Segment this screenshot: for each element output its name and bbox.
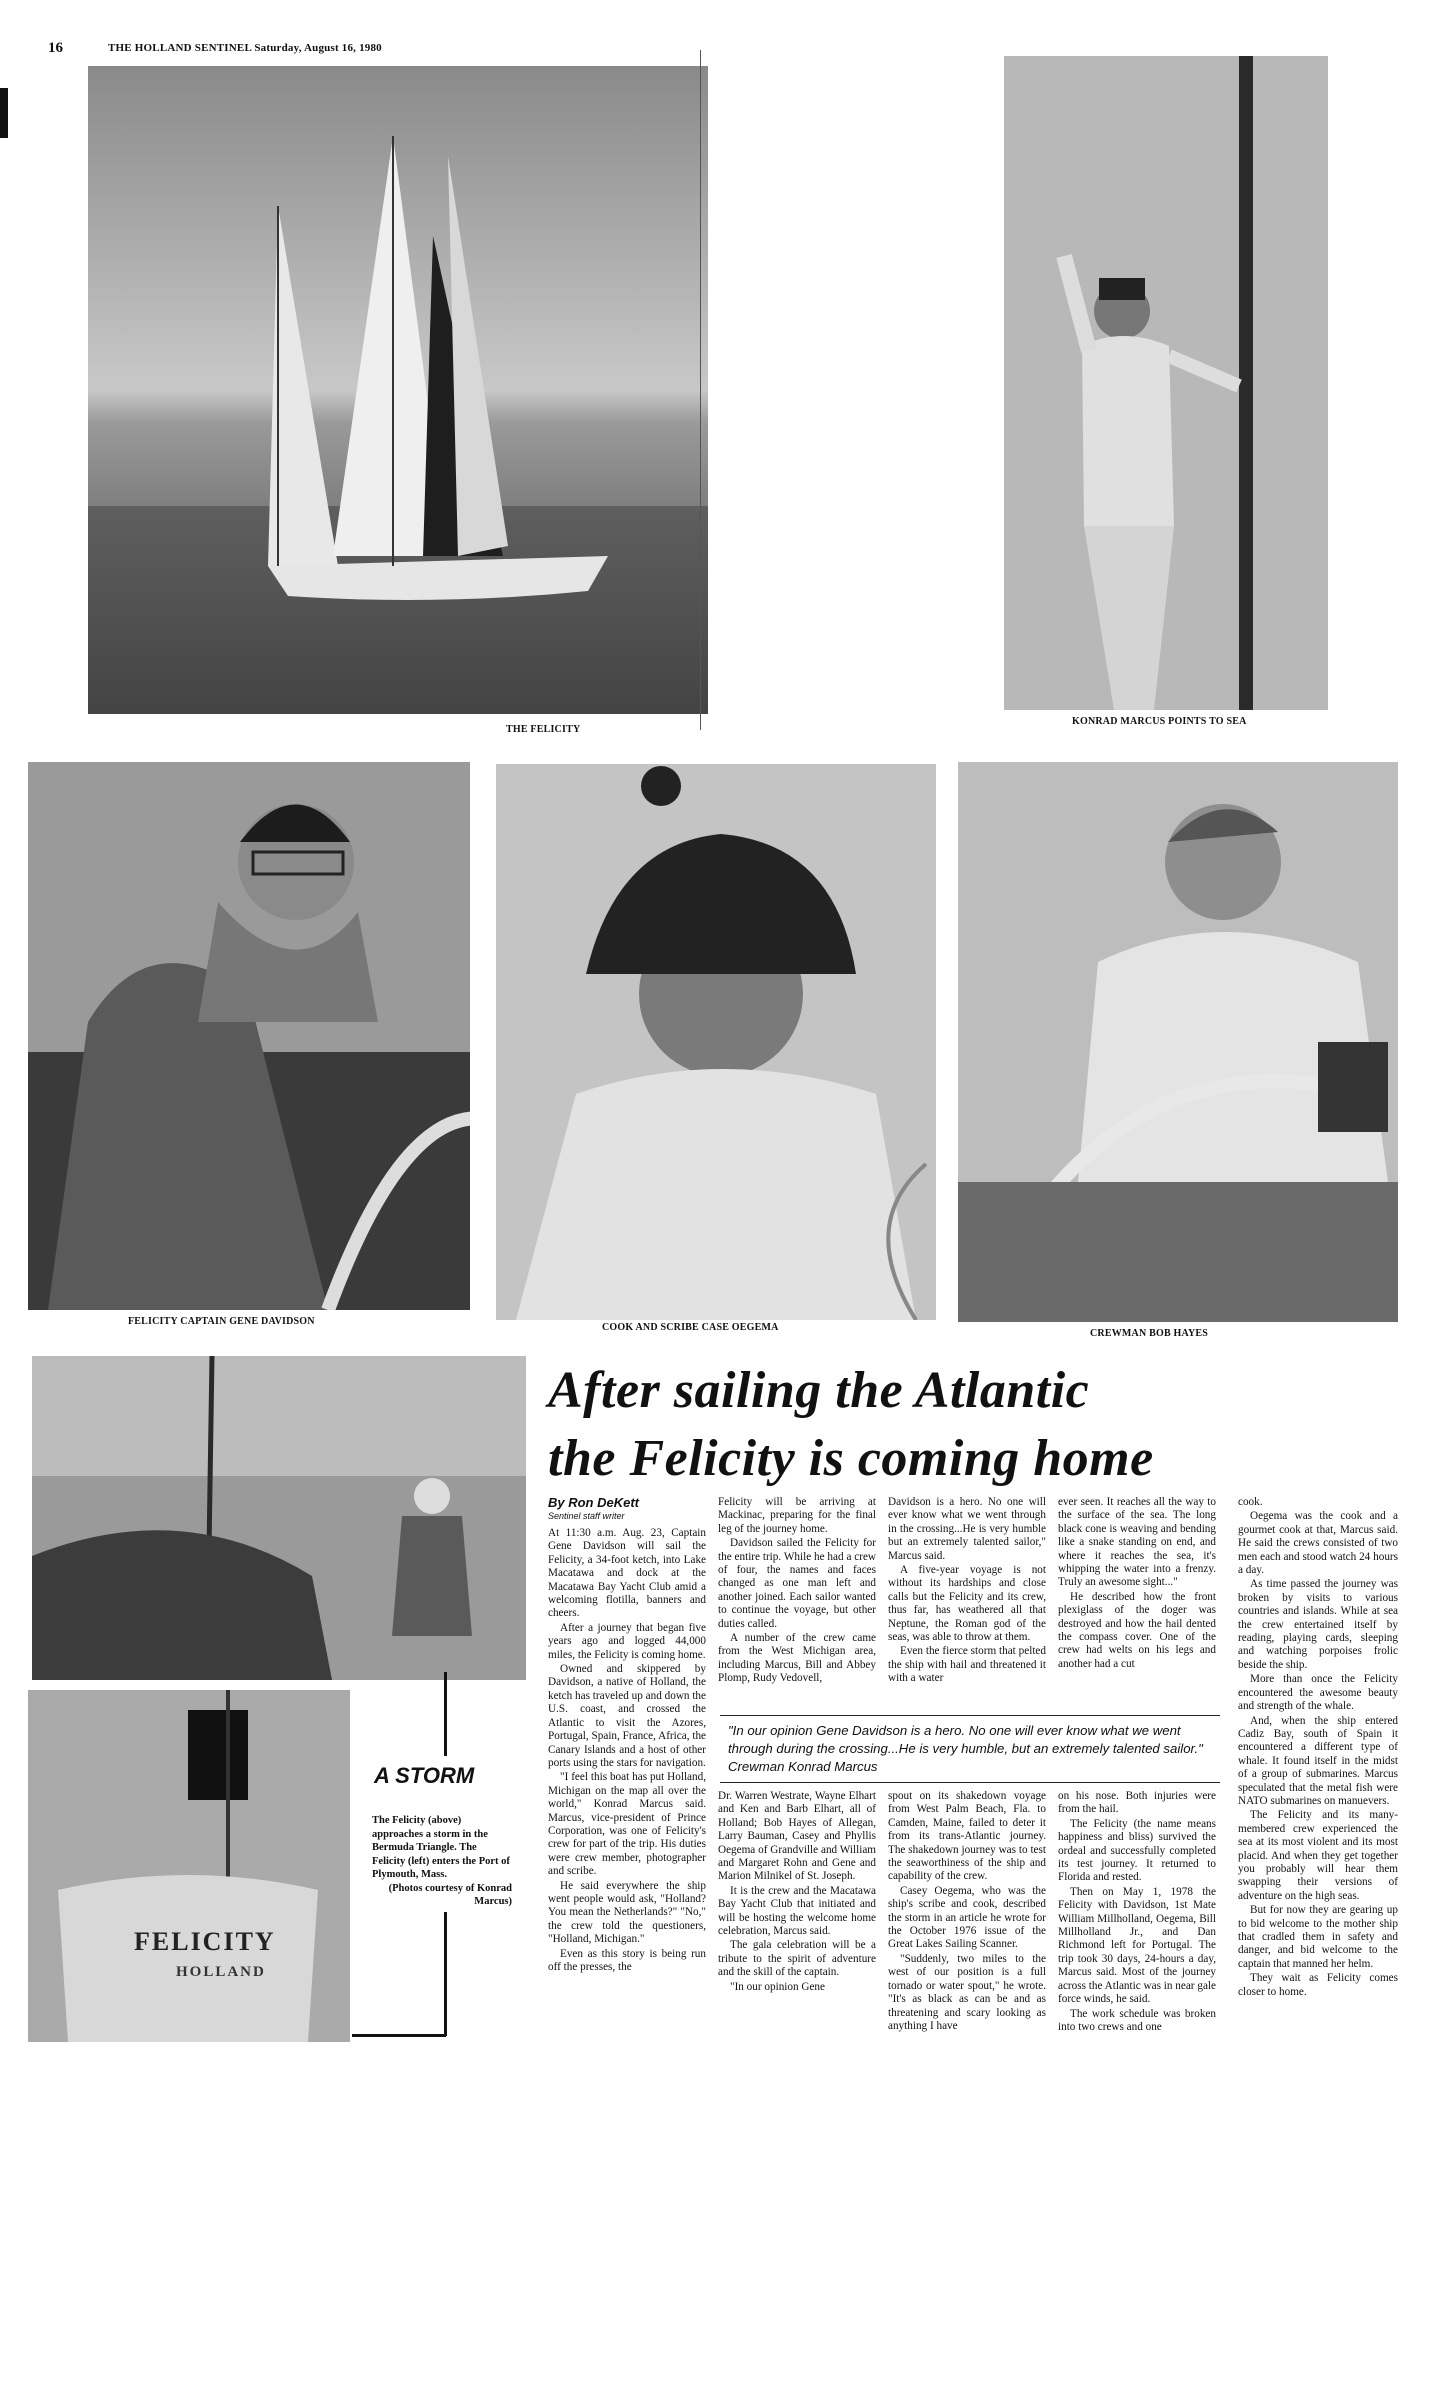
col1-paragraph: Owned and skippered by Davidson, a native of Holland, the ketch has traveled up and down the U.S. coast, and crossed the Atlantic to visit the Azores, Portugal, Spain, France, Africa, the Canary Islands and a host of other ports using the stars for navigation.	[548, 1663, 706, 1769]
caption-the-felicity: THE FELICITY	[506, 724, 581, 735]
storm-photo-credit: (Photos courtesy of Konrad Marcus)	[388, 1882, 512, 1907]
col1-paragraph: Even as this story is being run off the presses, the	[548, 1947, 706, 1973]
col1-paragraph: At 11:30 a.m. Aug. 23, Captain Gene Davidson will sail the Felicity, a 34-foot ketch, into Lake Macatawa and dock at the Macatawa Bay Yacht Club amid a welcoming flotilla, banners and cheers.	[548, 1527, 706, 1620]
col2-paragraph: It is the crew and the Macatawa Bay Yacht Club that initiated and will be hosting the welcome home celebration, Marcus said.	[718, 1884, 876, 1938]
photo-felicity-sailing	[88, 66, 708, 714]
pull-quote-rule-bottom	[720, 1782, 1220, 1783]
col3-paragraph: A five-year voyage is not without its hardships and close calls but the Felicity and its crew, thus far, has weathered all that Neptune, the Roman god of the seas, was able to throw at them.	[888, 1564, 1046, 1644]
caption-crewman: CREWMAN BOB HAYES	[1090, 1328, 1209, 1339]
col5-paragraph: They wait as Felicity comes closer to home.	[1238, 1972, 1398, 1998]
photo-crewman-hayes	[958, 762, 1398, 1322]
col1-paragraph: He said everywhere the ship went people would ask, "Holland? You mean the Netherlands?" "No," the crew told the questioners, "Holland, Michigan."	[548, 1879, 706, 1946]
headline-line-2: the Felicity is coming home	[548, 1430, 1154, 1487]
col4-paragraph: He described how the front plexiglass of the doger was destroyed and how the hail dented the compass cover. One of the crew had welts on his legs and another had a cut	[1058, 1590, 1216, 1670]
col3-paragraph: Davidson is a hero. No one will ever know what we went through in the crossing...He is very humble but an extremely talented sailor," Marcus said.	[888, 1496, 1046, 1562]
pull-quote: "In our opinion Gene Davidson is a hero. No one will ever know what we went through during the crossing...He is very humble, but an extremely talented sailor." Crewman Konrad Marcus	[728, 1723, 1203, 1774]
photo-felicity-stern	[28, 1690, 350, 2042]
page-number: 16	[48, 40, 63, 56]
fold-line	[700, 50, 701, 730]
storm-bracket-top	[444, 1672, 447, 1756]
storm-bracket-bottom	[444, 1912, 447, 2036]
col3-paragraph: Casey Oegema, who was the ship's scribe and cook, described the storm in an article he wrote for the October 1976 issue of the Great Lakes Sailing Scanner.	[888, 1884, 1046, 1951]
photo-konrad-marcus	[1004, 56, 1328, 710]
stern-name: FELICITY	[134, 1927, 276, 1956]
col4-paragraph: on his nose. Both injuries were from the hail.	[1058, 1790, 1216, 1816]
article-column-4-bottom	[1058, 1790, 1216, 2035]
article-column-1	[548, 1527, 706, 1975]
stern-port: HOLLAND	[176, 1964, 266, 1980]
pull-quote-rule-top	[720, 1715, 1220, 1716]
col5-paragraph: More than once the Felicity encountered the awesome beauty and strength of the whale.	[1238, 1673, 1398, 1713]
photo-storm-deck	[32, 1356, 526, 1680]
byline-title: Sentinel staff writer	[548, 1511, 625, 1521]
article-column-3-bottom	[888, 1790, 1046, 2034]
margin-bar	[0, 88, 8, 138]
col5-paragraph: cook.	[1238, 1496, 1263, 1508]
storm-caption	[372, 1814, 512, 1909]
col5-paragraph: But for now they are gearing up to bid welcome to the mother ship that cradled them in safety and danger, and bid welcome to the captain that manned her helm.	[1238, 1904, 1398, 1970]
col3-paragraph: Even the fierce storm that pelted the ship with hail and threatened it with a water	[888, 1645, 1046, 1685]
masthead: THE HOLLAND SENTINEL Saturday, August 16, 1980	[108, 42, 382, 54]
article-column-2-top	[718, 1496, 876, 1687]
col2-paragraph: Davidson sailed the Felicity for the entire trip. While he had a crew of four, the names and faces changed as one man left and another joined. Each sailor wanted to continue the voyage, but other duties called.	[718, 1537, 876, 1630]
col1-paragraph: "I feel this boat has put Holland, Michigan on the map all over the world," Konrad Marcus said. Marcus, vice-president of Prince Corporation, was one of Felicity's crew for part of the trip. His duties were crew member, photographer and scribe.	[548, 1771, 706, 1878]
col5-paragraph: And, when the ship entered Cadiz Bay, south of Spain it encountered a different type of whale. It found itself in the midst of a group of submarines. Marcus speculated that the metal fish were NATO submarines on manuevers.	[1238, 1714, 1398, 1807]
col1-paragraph: After a journey that began five years ago and logged 44,000 miles, the Felicity is coming home.	[548, 1621, 706, 1661]
col3-paragraph: "Suddenly, two miles to the west of our position is a full tornado or water spout," he wrote. "It's as black as can be and as threatening and scary looking as anything I have	[888, 1952, 1046, 2032]
col5-paragraph: The Felicity and its many-membered crew experienced the sea at its most violent and its most placid. And when they get together you probably will hear them swapping their versions of adventure on the high seas.	[1238, 1809, 1398, 1902]
storm-bracket-foot	[352, 2034, 446, 2037]
col2-paragraph: Dr. Warren Westrate, Wayne Elhart and Ken and Barb Elhart, all of Holland; Bob Hayes of Allegan, Larry Bauman, Casey and Phyllis Oegema of Grandville and William and Margaret Rohn and Gene and Marion Milnikel of St. Joseph.	[718, 1790, 876, 1883]
photo-cook-oegema	[496, 764, 936, 1320]
article-column-5	[1238, 1496, 1398, 2000]
col4-paragraph: ever seen. It reaches all the way to the surface of the sea. The long black cone is weaving and bending like a snake standing on end, and where it reaches the sea, it's whipping the water into a frenzy. Truly an awesome sight..."	[1058, 1496, 1216, 1589]
caption-konrad-marcus: KONRAD MARCUS POINTS TO SEA	[1072, 716, 1247, 727]
col2-paragraph: The gala celebration will be a tribute to the spirit of adventure and the skill of the captain.	[718, 1939, 876, 1979]
col5-paragraph: As time passed the journey was broken by visits to various countries and islands. While at sea the crew entertained itself by reading, playing cards, sleeping and watching porpoises frolic beside the ship.	[1238, 1578, 1398, 1671]
col4-paragraph: The Felicity (the name means happiness and bliss) survived the ordeal and successfully completed its test journey. It returned to Florida and rested.	[1058, 1817, 1216, 1884]
col3-paragraph: spout on its shakedown voyage from West Palm Beach, Fla. to Camden, Maine, failed to deter it from its trans-Atlantic journey. The shakedown journey was to test the seaworthiness of the ship and capability of the crew.	[888, 1790, 1046, 1883]
col4-paragraph: The work schedule was broken into two crews and one	[1058, 2007, 1216, 2033]
caption-cook: COOK AND SCRIBE CASE OEGEMA	[602, 1322, 779, 1333]
article-headline	[548, 1358, 1288, 1492]
col4-paragraph: Then on May 1, 1978 the Felicity with Davidson, 1st Mate William Millholland, Oegema, Bill Millholland Jr., and Dan Richmond left for Portugal. The trip took 30 days, 24-hours a day, Marcus said. Most of the journey across the Atlantic was in near gale force winds, he said.	[1058, 1885, 1216, 2006]
col2-paragraph: A number of the crew came from the West Michigan area, including Marcus, Bill and Abbey Plomp, Rudy Vedovell,	[718, 1632, 876, 1685]
article-column-4-top	[1058, 1496, 1216, 1672]
article-column-2-bottom	[718, 1790, 876, 1995]
storm-caption-text: The Felicity (above) approaches a storm in the Bermuda Triangle. The Felicity (left) enters the Port of Plymouth, Mass.	[372, 1815, 510, 1880]
storm-heading: A STORM	[374, 1763, 475, 1788]
col2-paragraph: Felicity will be arriving at Mackinac, preparing for the final leg of the journey home.	[718, 1496, 876, 1535]
col5-paragraph: Oegema was the cook and a gourmet cook at that, Marcus said. He said the crews consisted of two men each and stood watch 24 hours a day.	[1238, 1510, 1398, 1577]
byline: By Ron DeKett	[548, 1495, 640, 1510]
headline-line-1: After sailing the Atlantic	[548, 1362, 1090, 1419]
col2-paragraph: "In our opinion Gene	[730, 1980, 825, 1993]
article-column-3-top	[888, 1496, 1046, 1687]
caption-captain: FELICITY CAPTAIN GENE DAVIDSON	[128, 1316, 315, 1327]
photo-captain-davidson	[28, 762, 470, 1310]
